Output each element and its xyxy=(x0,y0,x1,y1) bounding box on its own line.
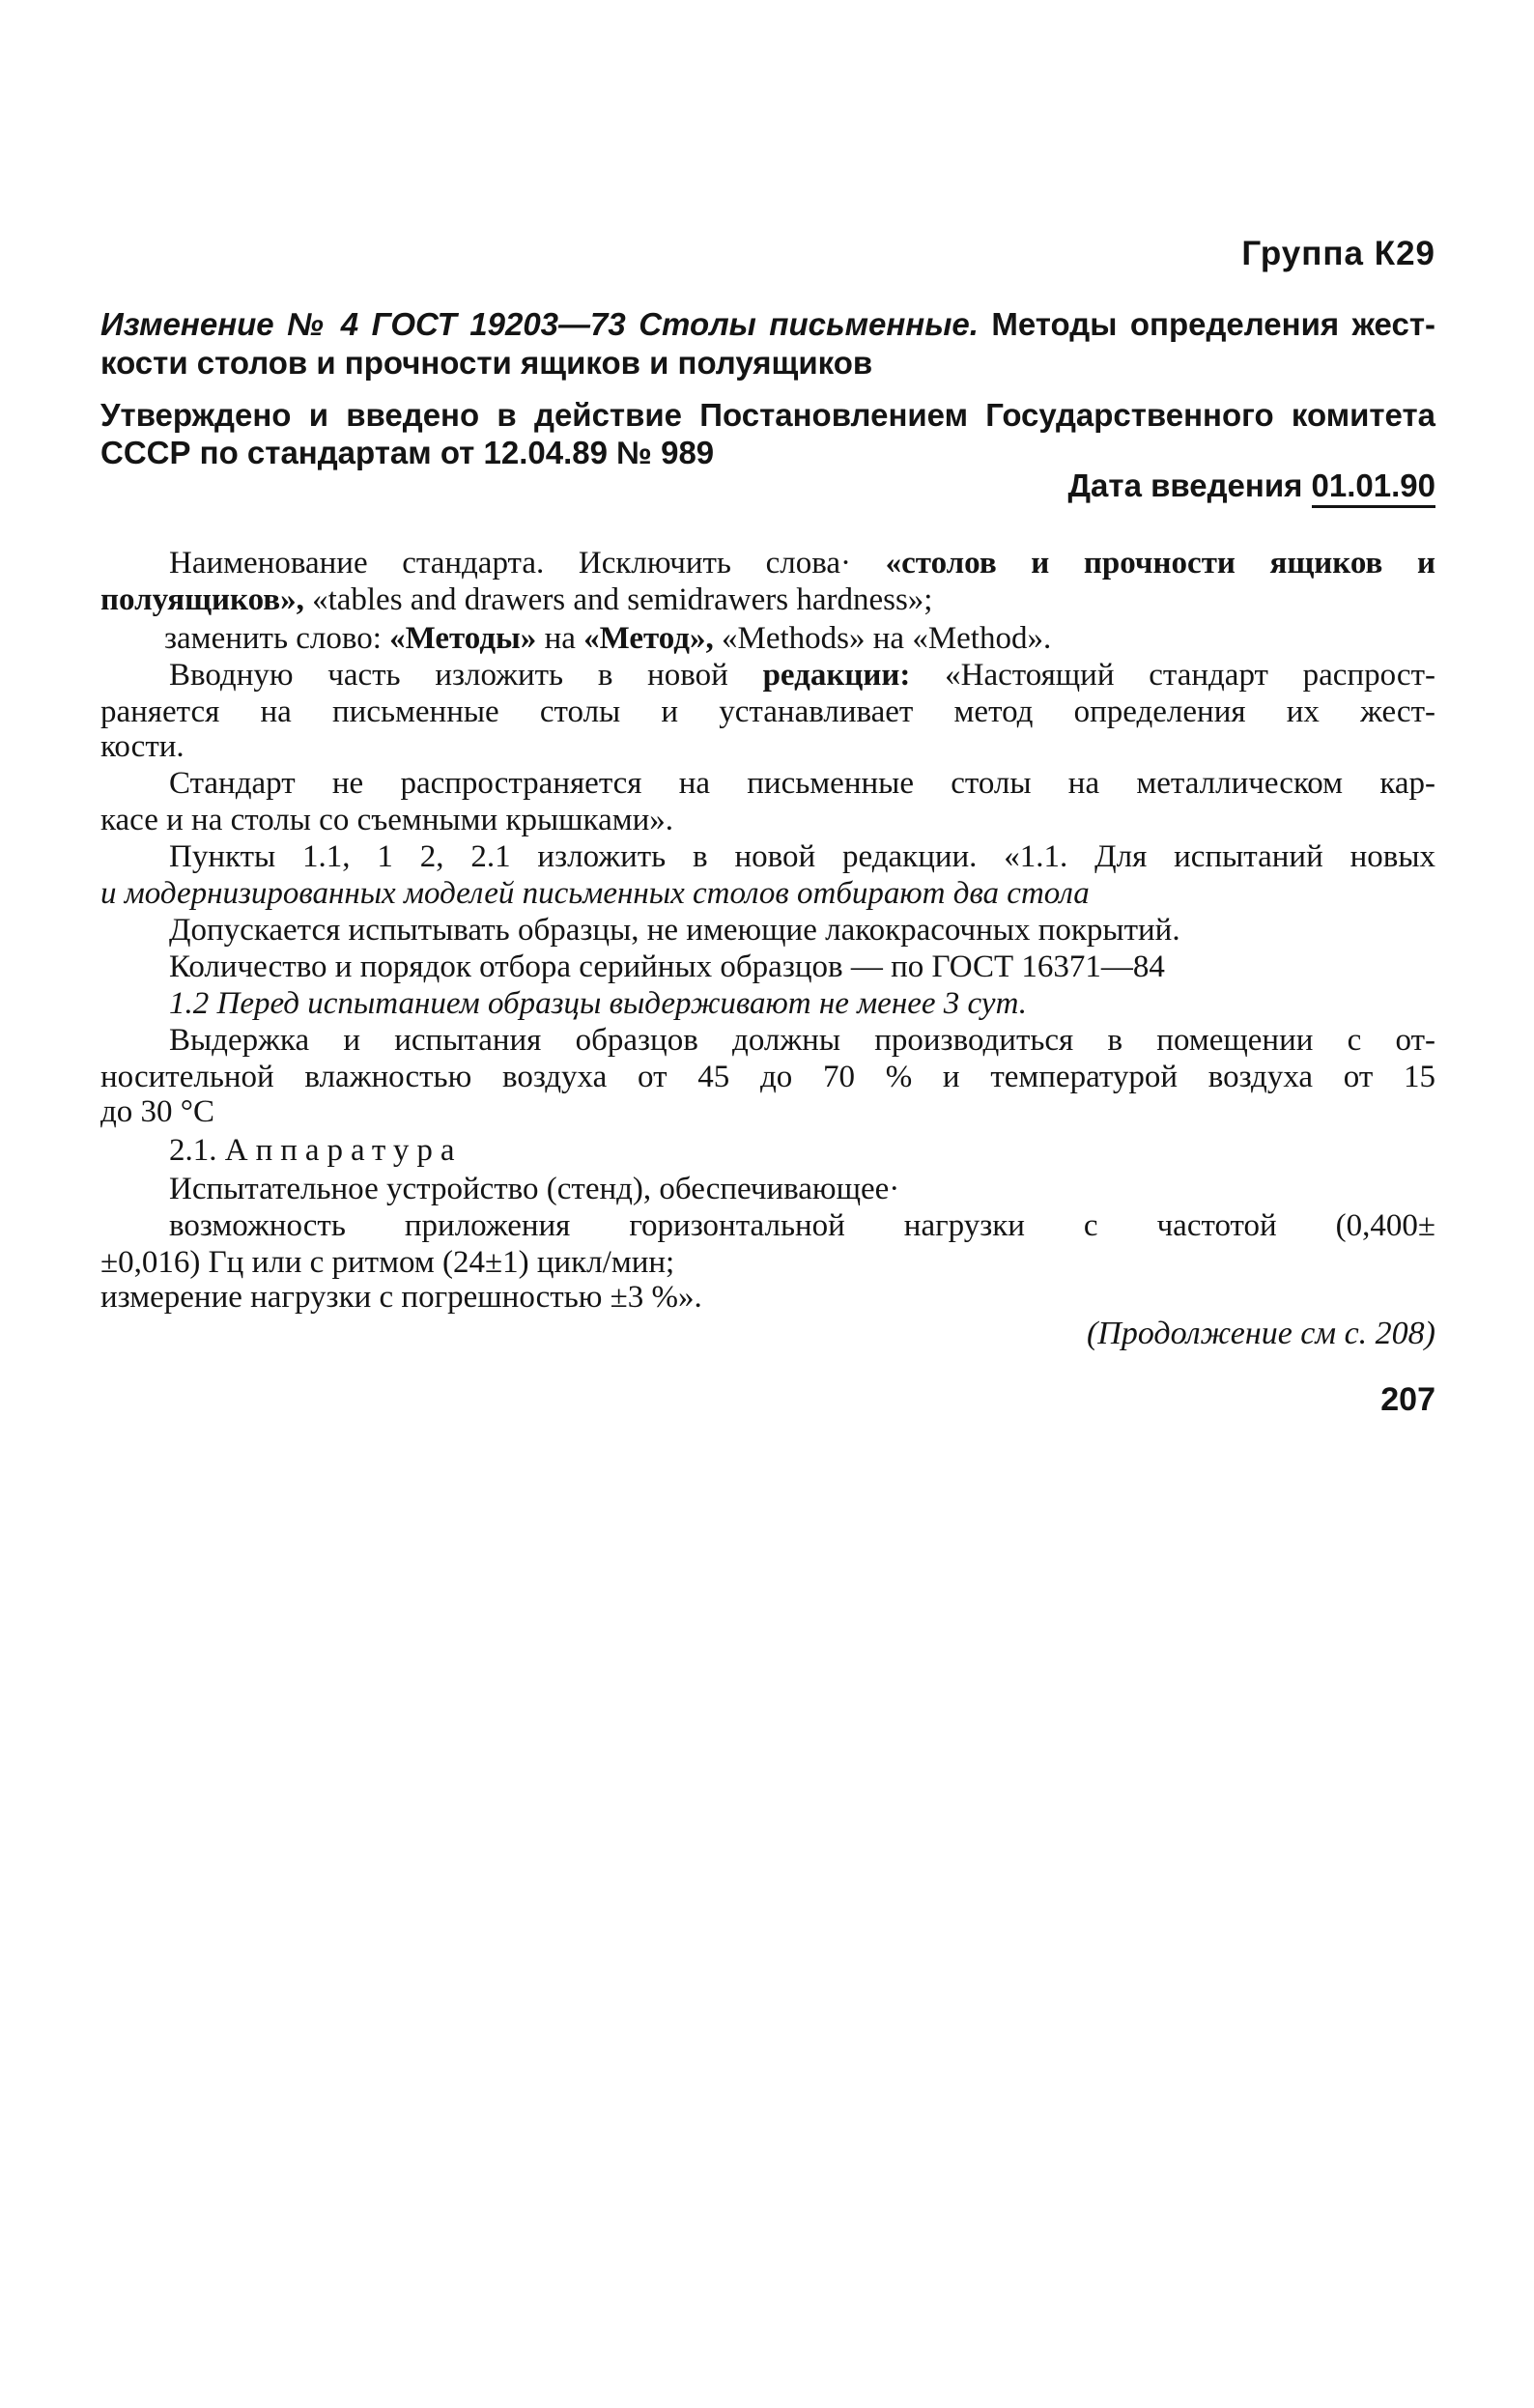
continued-note: (Продолжение см с. 208) xyxy=(1086,1316,1435,1351)
effective-date-value: 01.01.90 xyxy=(1312,467,1435,508)
approval-line-2: СССР по стандартам от 12.04.89 № 989 xyxy=(100,435,715,470)
p1-line-2 xyxy=(100,581,1435,618)
p2-text-e: «Methods» на «Method». xyxy=(722,621,1052,656)
amendment-title-line-2: кости столов и прочности ящиков и полуящиков xyxy=(100,345,873,381)
p1-line-1 xyxy=(169,545,1435,581)
p2-text-a: заменить слово: xyxy=(164,621,382,656)
p12-line-1: возможность приложения горизонтальной нагрузки с частотой (0,400± xyxy=(169,1208,1435,1243)
effective-date-label: Дата введения xyxy=(1067,467,1303,503)
p8-line-1: 1.2 Перед испытанием образцы выдерживают не менее 3 сут. xyxy=(169,986,1028,1021)
p7-line-1: Количество и порядок отбора серийных образцов — по ГОСТ 16371—84 xyxy=(169,949,1165,984)
amendment-title-line-1 xyxy=(100,305,1435,344)
p3-line-2: раняется на письменные столы и устанавливает метод определения их жест- xyxy=(100,694,1435,729)
page-number: 207 xyxy=(1380,1381,1435,1418)
p11-line-1: Испытательное устройство (стенд), обеспечивающее· xyxy=(169,1172,900,1206)
section-heading-apparatus xyxy=(169,1132,1435,1169)
approval-line-1: Утверждено и введено в действие Постановлением Государственного комитета xyxy=(100,397,1435,433)
p12-line-2: ±0,016) Гц или с ритмом (24±1) цикл/мин; xyxy=(100,1245,675,1280)
p9-line-3: до 30 °С xyxy=(100,1094,214,1129)
group-code: Группа К29 xyxy=(1241,235,1435,272)
p6-line-1: Допускается испытывать образцы, не имеющие лакокрасочных покрытий. xyxy=(169,913,1180,948)
p1-text-d: «tables and drawers and semidrawers hardness»; xyxy=(312,582,933,617)
amendment-title-italic: Изменение № 4 ГОСТ 19203—73 Столы письменные. xyxy=(100,306,979,342)
section-number: 2.1. xyxy=(169,1133,217,1168)
amendment-title-rest: Методы определения жест- xyxy=(991,306,1435,342)
p4-line-2: касе и на столы со съемными крышками». xyxy=(100,803,674,837)
p3-text-b: редакции: xyxy=(762,658,911,693)
p4-line-1: Стандарт не распространяется на письменные столы на металлическом кар- xyxy=(169,766,1435,801)
p2-text-c: на xyxy=(544,621,576,656)
p2-text-d: «Метод», xyxy=(583,621,714,656)
section-title: Аппаратура xyxy=(224,1133,463,1168)
p9-line-1: Выдержка и испытания образцов должны производиться в помещении с от- xyxy=(169,1023,1435,1058)
p1-text-c: полуящиков», xyxy=(100,582,304,617)
p3-line-1 xyxy=(169,657,1435,694)
effective-date xyxy=(1068,467,1435,504)
p13-line-1: измерение нагрузки с погрешностью ±3 %». xyxy=(100,1280,702,1315)
p3-text-a: Вводную часть изложить в новой xyxy=(169,658,728,693)
p5-line-2: и модернизированных моделей письменных столов отбирают два стола xyxy=(100,876,1090,911)
p3-line-3: кости. xyxy=(100,729,185,764)
p3-text-c: «Настоящий стандарт распрост- xyxy=(945,658,1435,693)
p5-line-1: Пункты 1.1, 1 2, 2.1 изложить в новой редакции. «1.1. Для испытаний новых xyxy=(169,839,1435,874)
p2-line-1 xyxy=(164,620,1431,657)
p1-text-b: «столов и прочности ящиков и xyxy=(885,546,1435,581)
p1-text-a: Наименование стандарта. Исключить слова· xyxy=(169,546,851,581)
p2-text-b: «Методы» xyxy=(389,621,537,656)
p9-line-2: носительной влажностью воздуха от 45 до 70 % и температурой воздуха от 15 xyxy=(100,1060,1435,1094)
